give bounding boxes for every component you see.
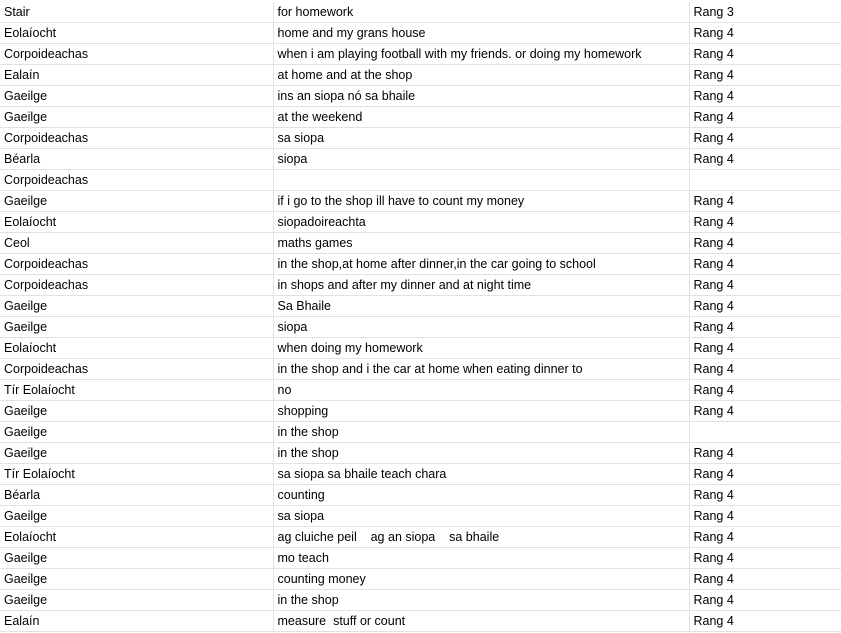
class-cell[interactable]: Rang 4 — [689, 506, 841, 527]
table-row — [0, 128, 841, 149]
place-cell[interactable]: measure stuff or count — [273, 611, 689, 632]
table-row — [0, 338, 841, 359]
table-row — [0, 548, 841, 569]
subject-cell[interactable]: Gaeilge — [0, 422, 273, 443]
place-cell[interactable]: sa siopa — [273, 506, 689, 527]
class-cell[interactable]: Rang 4 — [689, 527, 841, 548]
place-cell[interactable]: shopping — [273, 401, 689, 422]
place-cell[interactable]: ins an siopa nó sa bhaile — [273, 86, 689, 107]
class-cell[interactable] — [689, 422, 841, 443]
place-cell[interactable]: ag cluiche peil ag an siopa sa bhaile — [273, 527, 689, 548]
table-row — [0, 44, 841, 65]
class-cell[interactable]: Rang 4 — [689, 86, 841, 107]
class-cell[interactable]: Rang 4 — [689, 191, 841, 212]
place-cell[interactable]: for homework — [273, 2, 689, 23]
place-cell[interactable]: at home and at the shop — [273, 65, 689, 86]
subject-cell[interactable]: Eolaíocht — [0, 527, 273, 548]
subject-cell[interactable]: Ceol — [0, 233, 273, 254]
subject-cell[interactable]: Stair — [0, 2, 273, 23]
place-cell[interactable]: siopa — [273, 149, 689, 170]
table-body — [0, 2, 841, 633]
class-cell[interactable]: Rang 4 — [689, 107, 841, 128]
subject-cell[interactable]: Gaeilge — [0, 443, 273, 464]
table-row — [0, 401, 841, 422]
place-cell[interactable]: in the shop,at home after dinner,in the car going to school — [273, 254, 689, 275]
subject-cell[interactable]: Béarla — [0, 149, 273, 170]
place-cell[interactable]: in shops and after my dinner and at night time — [273, 275, 689, 296]
table-row — [0, 611, 841, 632]
class-cell[interactable]: Rang 4 — [689, 590, 841, 611]
table-row — [0, 254, 841, 275]
table-row — [0, 422, 841, 443]
place-cell[interactable]: maths games — [273, 233, 689, 254]
place-cell[interactable]: siopadoireachta — [273, 212, 689, 233]
class-cell[interactable]: Rang 4 — [689, 275, 841, 296]
place-cell[interactable]: siopa — [273, 317, 689, 338]
place-cell[interactable]: home and my grans house — [273, 23, 689, 44]
place-cell[interactable]: no — [273, 380, 689, 401]
subject-cell[interactable]: Corpoideachas — [0, 275, 273, 296]
table-row — [0, 191, 841, 212]
class-cell[interactable]: Rang 4 — [689, 65, 841, 86]
table-row — [0, 506, 841, 527]
class-cell[interactable]: Rang 4 — [689, 128, 841, 149]
table-row — [0, 569, 841, 590]
table-row — [0, 212, 841, 233]
place-cell[interactable]: at the weekend — [273, 107, 689, 128]
place-cell[interactable]: mo teach — [273, 548, 689, 569]
class-cell[interactable]: Rang 4 — [689, 44, 841, 65]
place-cell[interactable] — [273, 170, 689, 191]
table-row — [0, 275, 841, 296]
class-cell[interactable]: Rang 4 — [689, 380, 841, 401]
subject-cell[interactable]: Corpoideachas — [0, 44, 273, 65]
class-cell[interactable]: Rang 4 — [689, 464, 841, 485]
subject-cell[interactable]: Gaeilge — [0, 107, 273, 128]
data-table — [0, 2, 841, 633]
subject-cell[interactable]: Gaeilge — [0, 317, 273, 338]
subject-cell[interactable]: Ealaín — [0, 65, 273, 86]
class-cell[interactable]: Rang 4 — [689, 485, 841, 506]
place-cell[interactable]: in the shop — [273, 590, 689, 611]
class-cell[interactable]: Rang 4 — [689, 254, 841, 275]
table-row — [0, 359, 841, 380]
class-cell[interactable]: Rang 4 — [689, 548, 841, 569]
table-row — [0, 485, 841, 506]
subject-cell[interactable]: Gaeilge — [0, 548, 273, 569]
table-row — [0, 107, 841, 128]
table-row — [0, 527, 841, 548]
subject-cell[interactable]: Gaeilge — [0, 590, 273, 611]
table-row — [0, 317, 841, 338]
table-row — [0, 443, 841, 464]
table-row — [0, 65, 841, 86]
table-row — [0, 170, 841, 191]
table-row — [0, 296, 841, 317]
place-cell[interactable]: counting — [273, 485, 689, 506]
class-cell[interactable]: Rang 4 — [689, 212, 841, 233]
subject-cell[interactable]: Béarla — [0, 485, 273, 506]
place-cell[interactable]: if i go to the shop ill have to count my money — [273, 191, 689, 212]
subject-cell[interactable]: Gaeilge — [0, 296, 273, 317]
subject-cell[interactable]: Tír Eolaíocht — [0, 380, 273, 401]
class-cell[interactable]: Rang 4 — [689, 317, 841, 338]
class-cell[interactable]: Rang 4 — [689, 611, 841, 632]
subject-cell[interactable]: Eolaíocht — [0, 23, 273, 44]
table-row — [0, 380, 841, 401]
subject-cell[interactable]: Corpoideachas — [0, 128, 273, 149]
place-cell[interactable]: when doing my homework — [273, 338, 689, 359]
subject-cell[interactable]: Ealaín — [0, 611, 273, 632]
place-cell[interactable]: when i am playing football with my friends. or doing my homework — [273, 44, 689, 65]
place-cell[interactable]: Sa Bhaile — [273, 296, 689, 317]
subject-cell[interactable]: Eolaíocht — [0, 212, 273, 233]
place-cell[interactable]: sa siopa sa bhaile teach chara — [273, 464, 689, 485]
subject-cell[interactable]: Gaeilge — [0, 401, 273, 422]
subject-cell[interactable]: Gaeilge — [0, 191, 273, 212]
subject-cell[interactable]: Corpoideachas — [0, 254, 273, 275]
class-cell[interactable]: Rang 3 — [689, 2, 841, 23]
class-cell[interactable] — [689, 170, 841, 191]
subject-cell[interactable]: Eolaíocht — [0, 338, 273, 359]
table-row — [0, 23, 841, 44]
subject-cell[interactable]: Corpoideachas — [0, 359, 273, 380]
class-cell[interactable]: Rang 4 — [689, 338, 841, 359]
place-cell[interactable]: in the shop — [273, 443, 689, 464]
subject-cell[interactable]: Gaeilge — [0, 506, 273, 527]
class-cell[interactable]: Rang 4 — [689, 359, 841, 380]
subject-cell[interactable]: Gaeilge — [0, 86, 273, 107]
class-cell[interactable]: Rang 4 — [689, 443, 841, 464]
class-cell[interactable]: Rang 4 — [689, 569, 841, 590]
class-cell[interactable]: Rang 4 — [689, 233, 841, 254]
table-row — [0, 149, 841, 170]
table-row — [0, 2, 841, 23]
class-cell[interactable]: Rang 4 — [689, 401, 841, 422]
subject-cell[interactable]: Gaeilge — [0, 569, 273, 590]
table-row — [0, 86, 841, 107]
subject-cell[interactable]: Corpoideachas — [0, 170, 273, 191]
table-row — [0, 233, 841, 254]
class-cell[interactable]: Rang 4 — [689, 149, 841, 170]
place-cell[interactable]: sa siopa — [273, 128, 689, 149]
table-row — [0, 590, 841, 611]
place-cell[interactable]: in the shop — [273, 422, 689, 443]
table-row — [0, 464, 841, 485]
subject-cell[interactable]: Tír Eolaíocht — [0, 464, 273, 485]
class-cell[interactable]: Rang 4 — [689, 296, 841, 317]
place-cell[interactable]: counting money — [273, 569, 689, 590]
place-cell[interactable]: in the shop and i the car at home when eating dinner to — [273, 359, 689, 380]
class-cell[interactable]: Rang 4 — [689, 23, 841, 44]
